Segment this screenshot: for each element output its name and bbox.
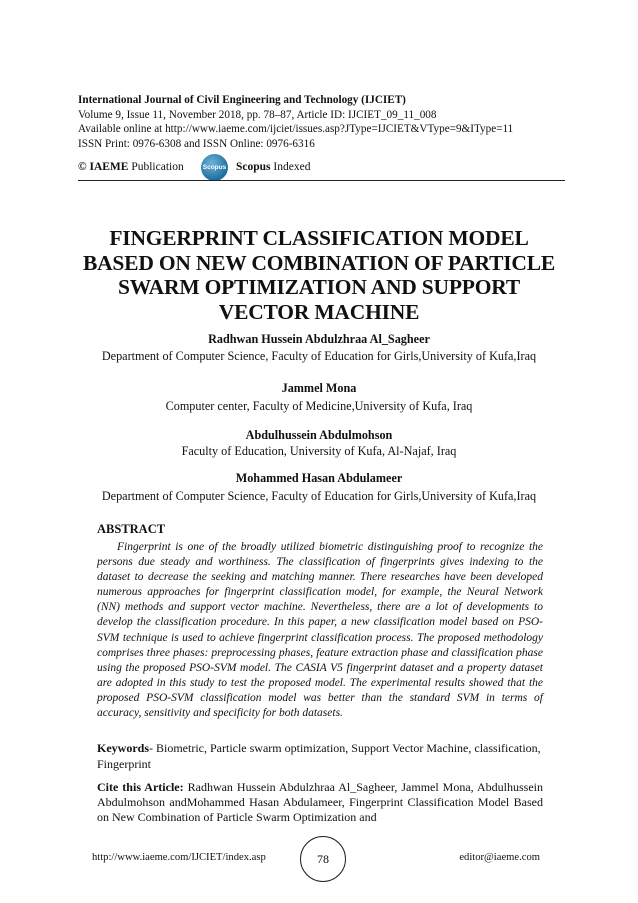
keywords-label: Keywords: [97, 741, 149, 755]
keywords: [97, 740, 543, 772]
title-line: FINGERPRINT CLASSIFICATION MODEL: [109, 226, 529, 250]
author-affiliation: Faculty of Education, University of Kufa, Al-Najaf, Iraq: [181, 444, 457, 458]
scopus-indexed: [236, 161, 310, 173]
journal-header: [78, 93, 558, 151]
publication-row: [78, 156, 558, 180]
cite-label: Cite this Article:: [97, 780, 184, 794]
scopus-logo-icon: [201, 154, 228, 181]
scopus-word: Scopus: [236, 161, 271, 173]
page-number: 78: [317, 851, 329, 866]
cite-text: Radhwan Hussein Abdulzhraa Al_Sagheer, Jammel Mona, Abdulhussein Abdulmohson andMohammed Hasan Abdulameer, Fingerprint Classification Model Based on New Combination of Particle Swarm Optimization and: [97, 780, 544, 825]
indexed-label: Indexed: [273, 161, 311, 173]
cite-article: [97, 780, 543, 826]
paper-title: [60, 226, 578, 324]
volume-info: Volume 9, Issue 11, November 2018, pp. 78–87, Article ID: IJCIET_09_11_008: [78, 108, 437, 121]
keywords-text: - Biometric, Particle swarm optimization, Support Vector Machine, classification, Fingerprint: [97, 741, 541, 771]
abstract-body: Fingerprint is one of the broadly utilized biometric distinguishing proof to recognize the persons due steady and worthiness. The classification of fingerprints gives indexing to the dataset to decrease the seeking and matching manner. There researches have been developed numerous approaches for fingerprint classification model, for example, the Neural Network (NN) methods and support vector machine. Nevertheless, there are a lot of developments to develop the classification procedure. In this paper, a new classification model based on PSO-SVM technique is used to achieve fingerprint classification process. The proposed methodology comprises three phases: preprocessing phases, feature extraction phase and classification phase using the proposed PSO-SVM model. The CASIA V5 fingerprint dataset and a property dataset are adopted in this study to test the proposed model. The experimental results showed that the proposed PSO-SVM classification model was better than the standard SVM in terms of accuracy, sensitivity and specificity for both datasets.: [97, 541, 543, 720]
abstract-heading: ABSTRACT: [97, 522, 166, 536]
title-line: SWARM OPTIMIZATION AND SUPPORT: [118, 275, 520, 299]
footer-email-link[interactable]: editor@iaeme.com: [459, 852, 540, 863]
author-name: Mohammed Hasan Abdulameer: [235, 471, 403, 485]
author-name: Abdulhussein Abdulmohson: [245, 428, 393, 442]
title-line: VECTOR MACHINE: [218, 299, 420, 324]
author-affiliation: Computer center, Faculty of Medicine,University of Kufa, Iraq: [165, 399, 473, 413]
author-name: Jammel Mona: [281, 381, 357, 395]
footer-url-link[interactable]: http://www.iaeme.com/IJCIET/index.asp: [92, 852, 266, 863]
author-affiliation: Department of Computer Science, Faculty of Education for Girls,University of Kufa,Iraq: [101, 349, 537, 363]
scopus-logo-text: Scopus: [202, 164, 227, 171]
author-name: Radhwan Hussein Abdulzhraa Al_Sagheer: [208, 332, 430, 346]
publisher: [78, 161, 184, 173]
copyright-iaeme: © IAEME: [78, 161, 129, 173]
publication-label: Publication: [131, 161, 184, 173]
page-number-badge: [300, 836, 346, 882]
issn-info: ISSN Print: 0976-6308 and ISSN Online: 0976-6316: [78, 137, 315, 150]
title-line: BASED ON NEW COMBINATION OF PARTICLE: [82, 250, 556, 275]
page-footer: [78, 838, 565, 878]
author-affiliation: Department of Computer Science, Faculty of Education for Girls,University of Kufa,Iraq: [101, 489, 537, 503]
journal-name: International Journal of Civil Engineering and Technology (IJCIET): [78, 94, 406, 106]
online-url[interactable]: Available online at http://www.iaeme.com/ijciet/issues.asp?JType=IJCIET&VType=9&IType=11: [78, 123, 514, 135]
header-divider: [78, 180, 565, 181]
